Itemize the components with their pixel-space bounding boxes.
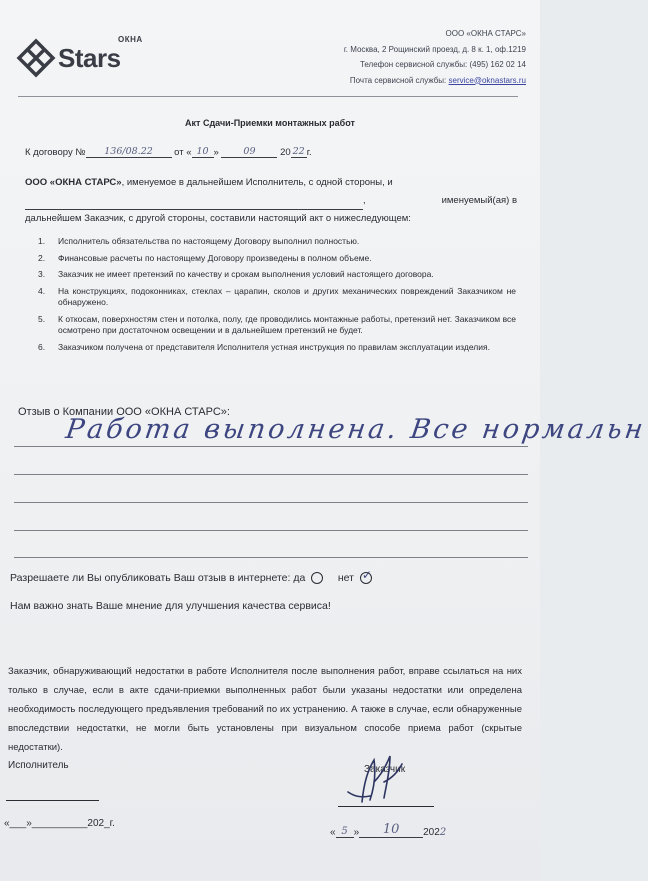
- list-item-text: Заказчик не имеет претензий по качеству и срокам выполнения условий настоящего договора.: [58, 269, 434, 279]
- list-item: [38, 236, 516, 248]
- logo-brand-text: Stars: [58, 42, 121, 73]
- contract-prefix: К договору №: [25, 147, 86, 158]
- service-phone: Телефон сервисной службы: (495) 162 02 14: [359, 60, 526, 69]
- intro-company: ООО «ОКНА СТАРС»: [25, 177, 122, 188]
- service-email-link[interactable]: service@oknastars.ru: [448, 75, 526, 85]
- service-email-row: [344, 73, 526, 89]
- contract-reference: [25, 146, 312, 158]
- intro-part3: дальнейшем Заказчик, с другой стороны, составили настоящий акт о нижеследующем:: [25, 213, 411, 224]
- intro-paragraph: ООО «ОКНА СТАРС», именуемое в дальнейшем Исполнитель, с одной стороны, и , именуемый(ая) в дальнейшем Заказчик, с другой стороны, составили настоящий акт о нижеследующем:: [25, 177, 517, 224]
- contract-from-label: от «: [174, 147, 192, 158]
- list-item-text: Финансовые расчеты по настоящему Договору произведены в полном объеме.: [58, 252, 372, 263]
- feedback-line: [14, 474, 528, 475]
- customer-year-digit: 2: [439, 827, 447, 838]
- customer-year-prefix: 202: [423, 827, 440, 838]
- list-item-text: Заказчиком получена от представителя Исполнителя устная инструкция по правилам эксплуатации изделия.: [58, 341, 490, 352]
- list-item-number: 2.: [38, 252, 46, 263]
- list-item-number: 3.: [38, 269, 46, 279]
- list-item: [38, 286, 516, 309]
- company-name: ООО «ОКНА СТАРС»: [445, 29, 526, 38]
- list-item-text: К откосам, поверхностям стен и потолка, полу, где проводились монтажные работы, претензий нет. Заказчиком все осмотрено при достаточном освещении и в дальнейшем претензий не будет.: [58, 313, 516, 335]
- publish-question: Разрешаете ли Вы опубликовать Ваш отзыв в интернете: да: [10, 572, 306, 584]
- list-item-number: 4.: [38, 285, 46, 296]
- list-item-text: Исполнитель обязательства по настоящему Договору выполнил полностью.: [58, 236, 360, 246]
- intro-part1: , именуемое в дальнейшем Исполнитель, с одной стороны, и: [121, 177, 393, 188]
- contract-day-field: 10: [192, 146, 214, 158]
- contract-day-close: »: [213, 147, 219, 158]
- publish-yes-radio[interactable]: [311, 572, 323, 584]
- contract-month-field: 09: [221, 146, 277, 158]
- feedback-line: [14, 446, 528, 447]
- list-item-text: На конструкциях, подоконниках, стеклах – царапин, сколов и других механических повреждений Заказчиком не обнаружено.: [58, 285, 516, 307]
- customer-day-field: 5: [336, 826, 354, 838]
- feedback-label: Отзыв о Компании ООО «ОКНА СТАРС»:: [18, 406, 230, 418]
- list-item: [38, 342, 516, 354]
- document-title: Акт Сдачи-Приемки монтажных работ: [185, 118, 355, 128]
- customer-signature-icon: [340, 752, 420, 808]
- customer-name-field: [25, 197, 363, 210]
- contract-year-suffix: г.: [306, 147, 312, 158]
- customer-label: Заказчик: [364, 764, 406, 775]
- publish-no-label: нет: [337, 572, 354, 584]
- header-divider: [18, 96, 518, 97]
- customer-date: [330, 822, 446, 838]
- feedback-line: [14, 530, 528, 531]
- intro-part2: именуемый(ая) в: [441, 195, 517, 206]
- list-item-number: 5.: [38, 313, 46, 324]
- feedback-line: [14, 557, 528, 558]
- contract-year-field: 22: [292, 146, 305, 157]
- disclaimer-paragraph: Заказчик, обнаруживающий недостатки в работе Исполнителя после выполнения работ, вправе ссылаться на них только в случае, если в акте сдачи-приемки выполненных работ были указаны недостатки или определена необходимость последующего предъявления требований по их устранению. А также в случае, если обнаруженные впоследствии недостатки, не могли быть установлены при визуальном способе приема работ (скрытые недостатки).: [8, 666, 522, 753]
- terms-list: [38, 236, 516, 358]
- company-logo: [18, 34, 143, 76]
- list-item-number: 6.: [38, 341, 46, 352]
- list-item: [38, 314, 516, 337]
- executor-signature-line: [6, 800, 99, 801]
- publish-no-radio[interactable]: [360, 572, 372, 584]
- list-item-number: 1.: [38, 236, 46, 246]
- contract-year-prefix: 20: [280, 147, 291, 158]
- customer-month-field: 10: [359, 822, 423, 838]
- logo-small-text: ОКНА: [118, 34, 143, 44]
- company-address: г. Москва, 2 Рощинский проезд, д. 8 к. 1, оф.1219: [343, 44, 526, 54]
- list-item: [38, 269, 516, 281]
- opinion-note: Нам важно знать Ваше мнение для улучшения качества сервиса!: [10, 600, 331, 612]
- feedback-handwritten-text: Работа выполнена. Все нормальн: [63, 414, 648, 445]
- executor-date: «___»__________202_г.: [4, 818, 115, 829]
- executor-label: Исполнитель: [8, 760, 69, 771]
- customer-signature-line: [338, 806, 434, 807]
- service-email-label: Почта сервисной службы:: [349, 75, 447, 85]
- contract-number-field: 136/08.22: [86, 146, 172, 158]
- customer-date-open: «: [330, 827, 336, 838]
- customer-date-mid: »: [353, 827, 360, 838]
- publish-consent: [10, 572, 372, 584]
- company-contacts: [344, 26, 526, 88]
- logo-mark-icon: [18, 40, 54, 76]
- feedback-line: [14, 502, 528, 503]
- list-item: [38, 253, 516, 265]
